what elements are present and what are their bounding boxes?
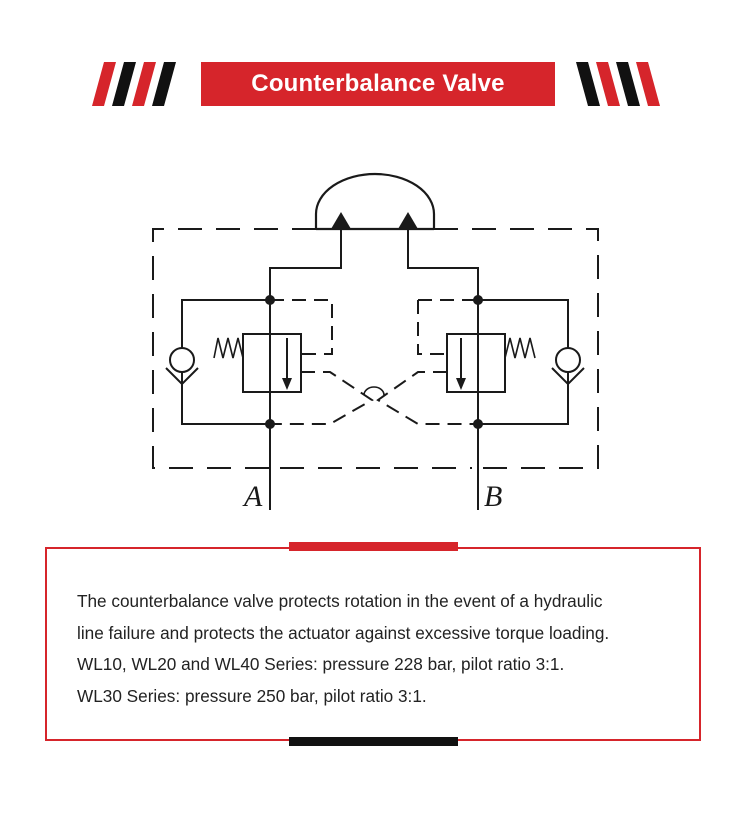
decorative-stripes-right [576,62,666,106]
counterbalance-valve-schematic [120,160,630,520]
description-line: WL10, WL20 and WL40 Series: pressure 228 bar, pilot ratio 3:1. [77,654,565,674]
port-label-b: B [484,480,503,513]
decorative-stripes-left [92,62,182,106]
description-line: The counterbalance valve protects rotation in the event of a hydraulic [77,591,603,611]
page-title: Counterbalance Valve [201,62,555,106]
valve-right [447,334,505,392]
spring-left [214,338,243,358]
spring-right [505,338,535,358]
dome-arrow-right [398,212,418,229]
port-label-a: A [244,480,263,513]
description-top-accent [289,542,458,551]
dome-arrow-left [331,212,351,229]
description-line: line failure and protects the actuator against excessive torque loading. [77,622,610,643]
description-text [77,586,697,712]
shuttle-dome [316,174,434,229]
description-line: WL30 Series: pressure 250 bar, pilot ratio 3:1. [77,685,427,706]
description-bottom-accent [289,737,458,746]
valve-left [243,334,301,392]
